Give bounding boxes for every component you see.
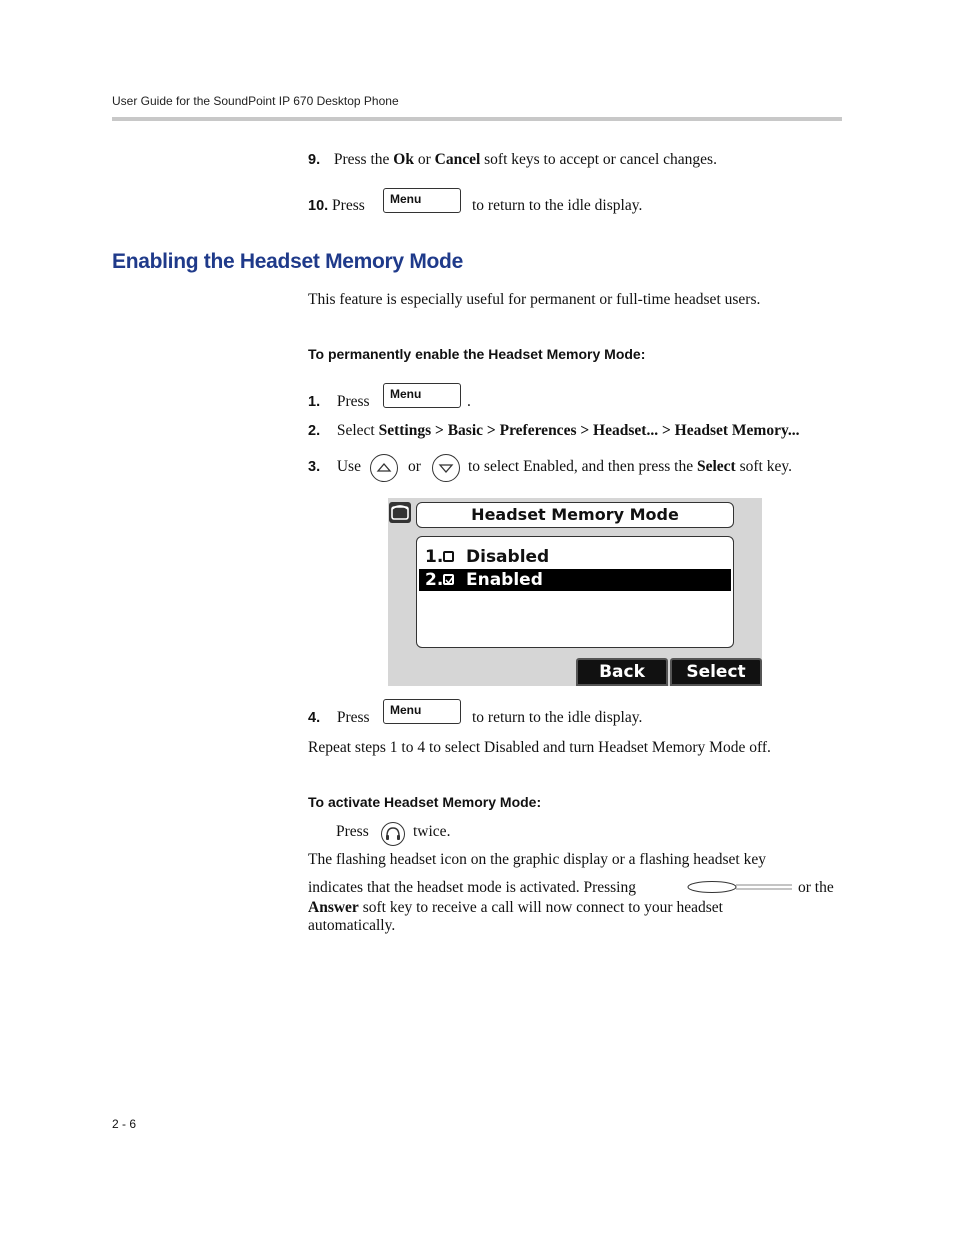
phone-handset-icon (389, 502, 411, 523)
step-text: Press (336, 393, 370, 410)
step-text: to select Enabled, and then press the (468, 458, 697, 475)
step-4 (308, 708, 370, 728)
step-text (468, 457, 792, 476)
phone-screen (388, 498, 762, 686)
step-text: soft keys to accept or cancel changes. (480, 151, 717, 168)
step-2 (308, 421, 799, 441)
up-arrow-key-icon (370, 454, 398, 482)
step-text: Press the (333, 151, 394, 168)
select-softkey[interactable]: Select (670, 658, 762, 686)
step-text: soft key. (735, 458, 792, 475)
checkbox-checked-icon (443, 574, 454, 585)
line-key-icon (686, 880, 794, 899)
option-disabled[interactable] (419, 546, 731, 568)
step-text: or (413, 151, 435, 168)
step-text: Press (332, 197, 365, 214)
step-text: Press (336, 709, 370, 726)
step-9 (308, 150, 717, 170)
option-label: Enabled (466, 570, 543, 590)
option-index: 2. (425, 570, 444, 590)
ok-softkey-label: Ok (393, 151, 414, 168)
step-number: 3. (308, 459, 321, 475)
checkbox-empty-icon (443, 551, 454, 562)
step-number: 1. (308, 394, 321, 410)
option-enabled[interactable] (419, 569, 731, 591)
option-index: 1. (425, 547, 444, 567)
option-list (416, 536, 734, 648)
header-rule (112, 117, 842, 121)
step-1 (308, 392, 370, 412)
repeat-note: Repeat steps 1 to 4 to select Disabled and turn Headset Memory Mode off. (308, 739, 771, 756)
step-text: . (467, 393, 471, 410)
cancel-softkey-label: Cancel (434, 151, 481, 168)
step-number: 2. (308, 423, 321, 439)
step-number: 10. (308, 198, 329, 214)
menu-key-icon: Menu (383, 383, 461, 408)
para-line: automatically. (308, 917, 396, 934)
para-line: indicates that the headset mode is activated. Pressing (308, 879, 636, 896)
step-number: 4. (308, 710, 321, 726)
para-line: or the (798, 879, 834, 896)
step-text: Press (336, 823, 369, 840)
down-arrow-key-icon (432, 454, 460, 482)
procedure-heading: To activate Headset Memory Mode: (308, 794, 542, 810)
step-text: to return to the idle display. (472, 197, 643, 214)
para-text: soft key to receive a call will now connect to your headset (358, 899, 723, 916)
back-softkey[interactable]: Back (576, 658, 668, 686)
procedure-heading: To permanently enable the Headset Memory Mode: (308, 346, 646, 362)
step-3 (308, 457, 361, 477)
step-text: Select (336, 422, 379, 439)
option-label: Disabled (466, 547, 550, 567)
page-header: User Guide for the SoundPoint IP 670 Desktop Phone (112, 94, 399, 108)
step-10 (308, 196, 365, 216)
para-line: The flashing headset icon on the graphic display or a flashing headset key (308, 851, 766, 868)
answer-softkey-label: Answer (308, 899, 359, 916)
headset-key-icon (381, 822, 405, 846)
screen-title: Headset Memory Mode (416, 502, 734, 528)
section-title: Enabling the Headset Memory Mode (112, 250, 463, 273)
step-text: or (408, 458, 421, 475)
step-text: to return to the idle display. (472, 709, 643, 726)
menu-key-icon: Menu (383, 699, 461, 724)
menu-path: Settings > Basic > Preferences > Headset... > Headset Memory... (378, 422, 800, 439)
para-line (308, 898, 723, 917)
section-intro: This feature is especially useful for permanent or full-time headset users. (308, 291, 761, 308)
step-number: 9. (308, 152, 321, 168)
page-number: 2 - 6 (112, 1117, 137, 1131)
step-text: Use (336, 458, 361, 475)
select-softkey-label: Select (696, 458, 736, 475)
step-text: twice. (413, 823, 451, 840)
menu-key-icon: Menu (383, 188, 461, 213)
